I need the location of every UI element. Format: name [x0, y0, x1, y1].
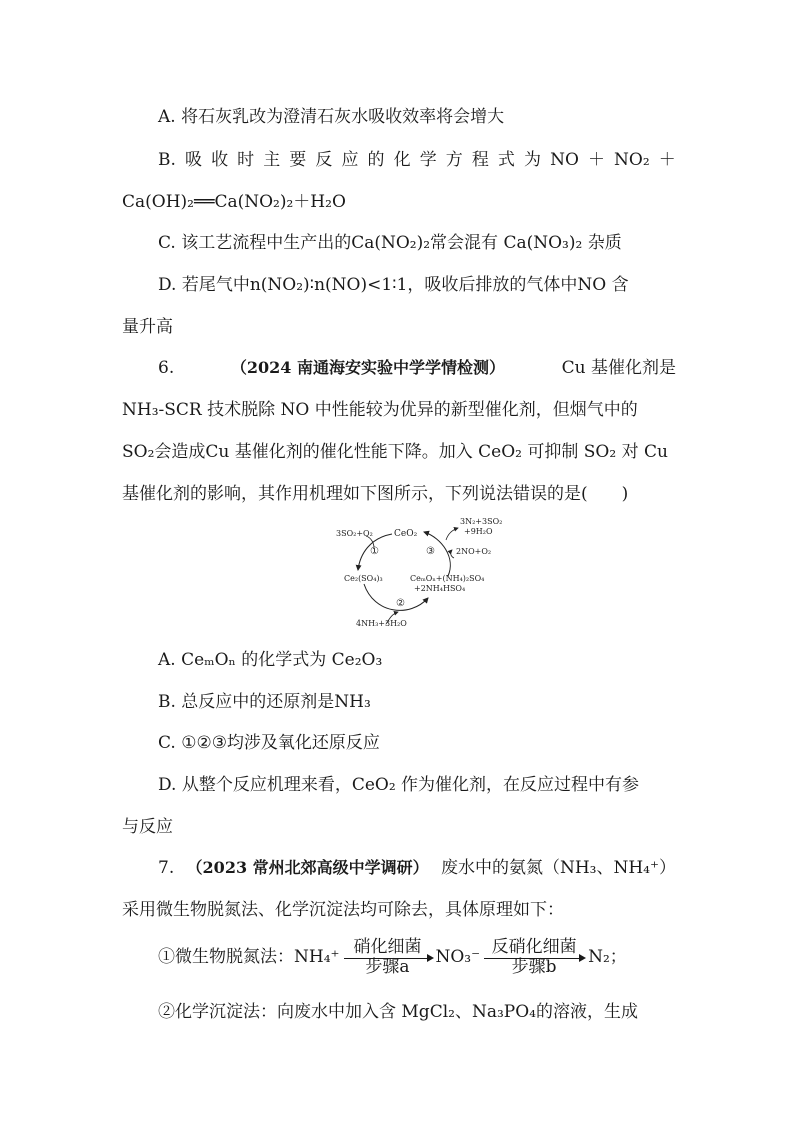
label-right-in: 2NO+O₂	[456, 547, 492, 556]
label-step3: ③	[426, 546, 435, 557]
q5-option-b-word: 时	[237, 150, 255, 170]
q6-stem-line4: 基催化剂的影响，其作用机理如下图所示，下列说法错误的是( )	[122, 484, 629, 504]
label-left-in: 3SO₂+O₂	[336, 529, 373, 538]
q5-option-b-word: ＋	[658, 150, 676, 170]
method1-suffix: N₂；	[588, 947, 627, 967]
q5-option-b-word: 化	[393, 150, 411, 170]
arrow-right-in	[451, 550, 454, 558]
q6-option-a: A. CeₘOₙ 的化学式为 Ce₂O₃	[158, 650, 383, 670]
q5-option-b-word: 方	[445, 150, 463, 170]
q5-option-c: C. 该工艺流程中生产出的Ca(NO₂)₂常会混有 Ca(NO₃)₂ 杂质	[158, 233, 622, 253]
ceo2-mechanism-diagram	[330, 514, 510, 632]
label-step2: ②	[396, 598, 405, 609]
q5-option-b-word: 的	[367, 150, 385, 170]
arrow1-bottom-label: 步骤a	[365, 957, 410, 977]
label-ce2so4: Ce₂(SO₄)₃	[344, 574, 383, 583]
arrow-step-a	[344, 937, 432, 977]
q5-option-b-word: 反	[315, 150, 333, 170]
label-right-out-2: +9H₂O	[464, 527, 493, 536]
label-cemon-2: +2NH₄HSO₄	[414, 584, 466, 593]
q6-source: （2024 南通海安实验中学学情检测）	[230, 358, 505, 377]
q7-number: 7.	[158, 858, 175, 878]
q5-option-b-word: 式	[497, 150, 515, 170]
q5-option-b-word: 学	[419, 150, 437, 170]
label-right-out-1: 3N₂+3SO₂	[460, 517, 503, 526]
arrow-step-b	[484, 937, 584, 977]
q6-number: 6.	[158, 358, 175, 378]
q5-option-b-word: 程	[471, 150, 489, 170]
q5-option-b-word: ＋	[587, 150, 605, 170]
method1-middle: NO₃⁻	[435, 947, 481, 967]
q6-stem-line3: SO₂会造成Cu 基催化剂的催化性能下降。加入 CeO₂ 可抑制 SO₂ 对 Cu	[122, 442, 668, 462]
q5-option-b-word: 要	[289, 150, 307, 170]
q7-stem-line2: 采用微生物脱氮法、化学沉淀法均可除去，具体原理如下：	[122, 900, 564, 920]
q5-option-b-word: 吸	[184, 150, 202, 170]
method1-prefix: ①微生物脱氮法：NH₄⁺	[158, 947, 340, 967]
q5-option-b-word: 收	[211, 150, 229, 170]
label-bottom-in: 4NH₃+3H₂O	[356, 619, 407, 628]
q6-option-d-line1: D. 从整个反应机理来看，CeO₂ 作为催化剂，在反应过程中有参	[158, 775, 640, 795]
q7-source: （2023 常州北郊高级中学调研）	[186, 858, 429, 877]
q7-stem-tail: 废水中的氨氮（NH₃、NH₄⁺）	[440, 858, 676, 878]
q5-option-a: A. 将石灰乳改为澄清石灰水吸收效率将会增大	[158, 107, 505, 127]
arrow2-bottom-label: 步骤b	[511, 957, 557, 977]
q5-option-b-label: B.	[158, 150, 176, 170]
arrow1-top-label: 硝化细菌	[353, 937, 422, 957]
q5-option-b-line2: Ca(OH)₂══Ca(NO₂)₂＋H₂O	[122, 192, 346, 212]
arrow-right-out	[446, 528, 458, 540]
arrow2-top-label: 反硝化细菌	[491, 937, 577, 957]
label-ceo2: CeO₂	[394, 529, 418, 539]
q7-method1	[158, 936, 627, 978]
q7-method2: ②化学沉淀法：向废水中加入含 MgCl₂、Na₃PO₄的溶液，生成	[158, 1002, 638, 1022]
q6-stem-tail: Cu 基催化剂是	[561, 358, 676, 378]
label-step1: ①	[370, 546, 379, 557]
q7-stem-line1	[158, 856, 676, 880]
q5-option-b-word: 应	[341, 150, 359, 170]
q6-option-d-line2: 与反应	[122, 817, 173, 837]
q5-option-b-word: NO	[550, 150, 579, 170]
q6-option-c: C. ①②③均涉及氧化还原反应	[158, 733, 380, 753]
q5-option-b-word: 主	[263, 150, 281, 170]
q5-option-b-word: 为	[524, 150, 541, 170]
q5-option-b-word: NO₂	[614, 150, 650, 170]
q5-option-b-line1	[158, 148, 676, 172]
q6-stem-line1	[158, 356, 676, 380]
q6-option-b: B. 总反应中的还原剂是NH₃	[158, 692, 371, 712]
label-cemon-1: CeₘOₙ+(NH₄)₂SO₄	[410, 574, 485, 583]
q5-option-d-line2: 量升高	[122, 317, 173, 337]
q5-option-d-line1: D. 若尾气中n(NO₂)∶n(NO)<1∶1，吸收后排放的气体中NO 含	[158, 275, 629, 295]
q6-stem-line2: NH₃-SCR 技术脱除 NO 中性能较为优异的新型催化剂，但烟气中的	[122, 400, 638, 420]
